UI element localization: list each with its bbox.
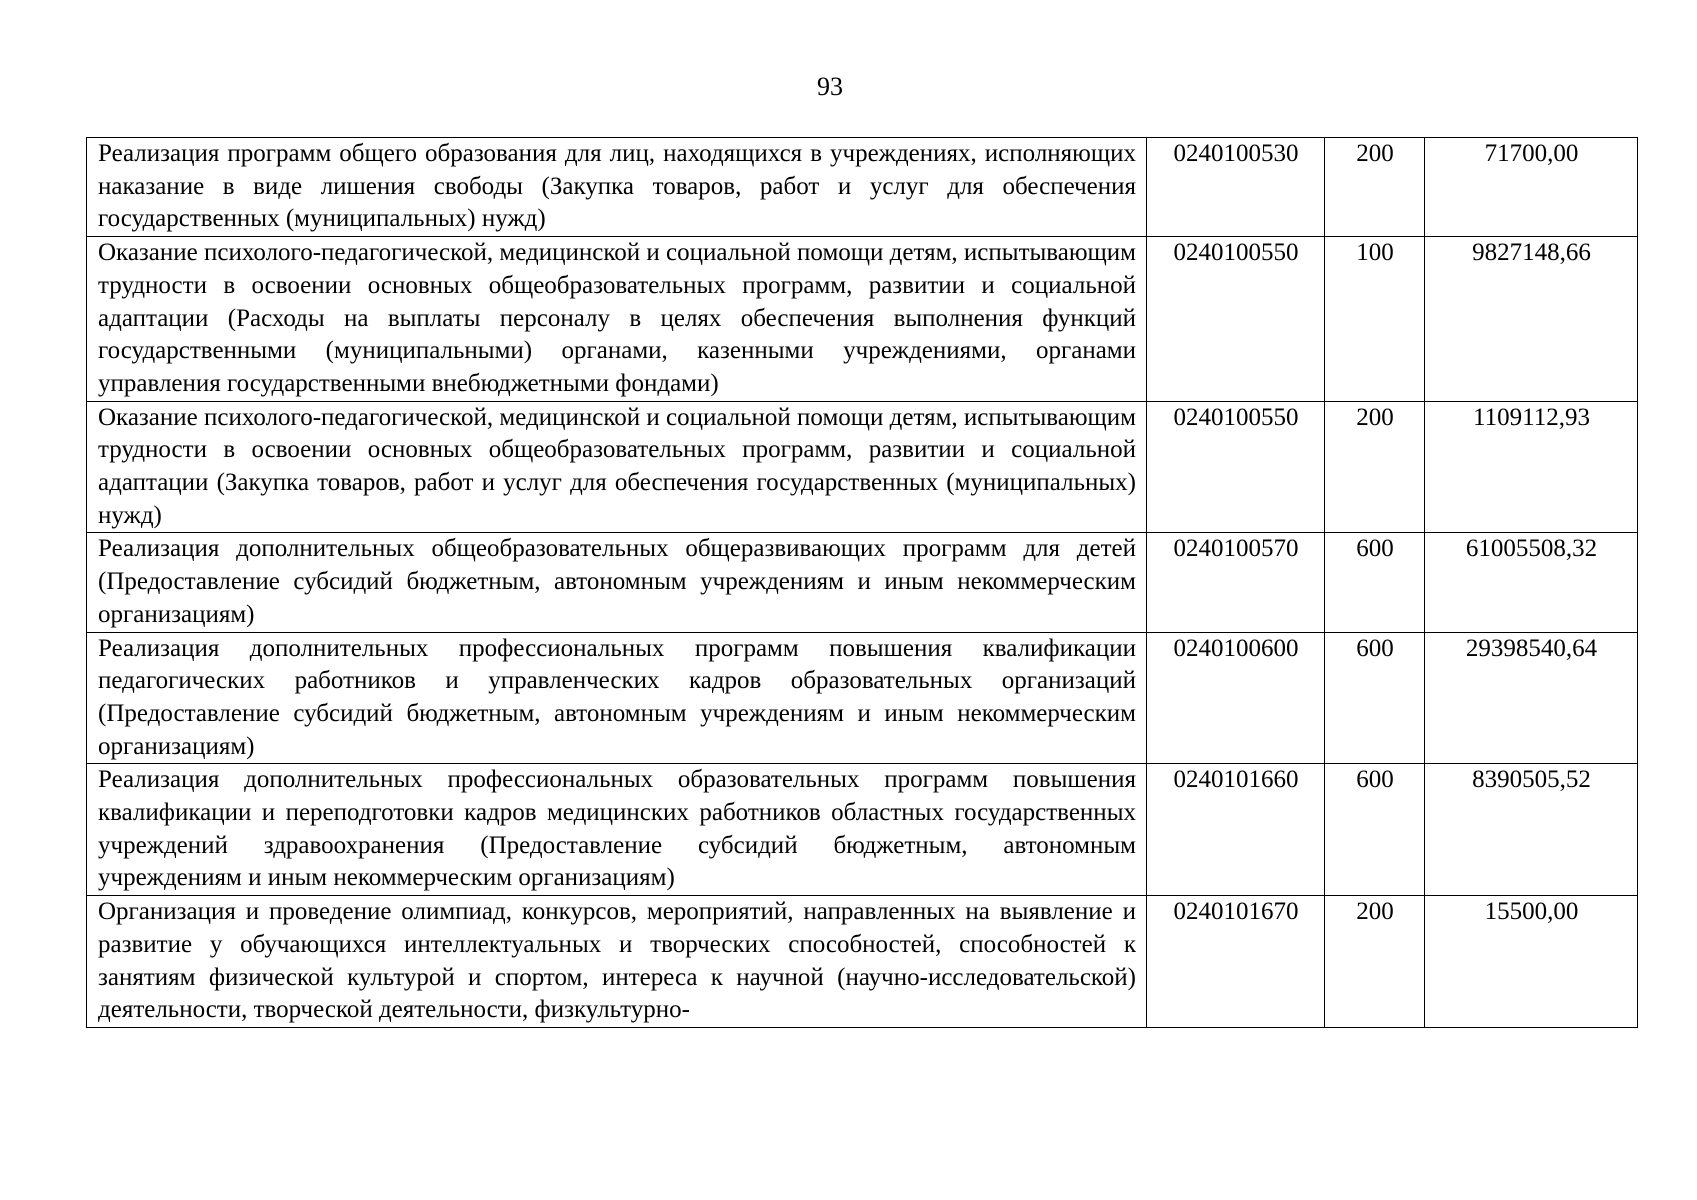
- expense-description: Организация и проведение олимпиад, конкурсов, мероприятий, направленных на выявление и развитие у обучающихся интеллектуальных и творческих способностей, способностей к занятиям физической культурой и спортом, интереса к научной (научно-исследовательской) деятельности, творческой деятельности, физкультурно-: [87, 896, 1147, 1028]
- expense-type-code: 200: [1325, 896, 1425, 1028]
- expense-type-code: 200: [1325, 138, 1425, 237]
- target-article-code: 0240100530: [1147, 138, 1325, 237]
- table-row: [87, 896, 1638, 1028]
- expense-description: Оказание психолого-педагогической, медицинской и социальной помощи детям, испытывающим трудности в освоении основных общеобразовательных программ, развитии и социальной адаптации (Закупка товаров, работ и услуг для обеспечения государственных (муниципальных) нужд): [87, 401, 1147, 533]
- amount: 8390505,52: [1425, 764, 1638, 896]
- amount: 29398540,64: [1425, 632, 1638, 764]
- target-article-code: 0240100550: [1147, 401, 1325, 533]
- table-row: [87, 764, 1638, 896]
- table-row: [87, 237, 1638, 402]
- target-article-code: 0240101670: [1147, 896, 1325, 1028]
- target-article-code: 0240100600: [1147, 632, 1325, 764]
- expense-type-code: 600: [1325, 533, 1425, 632]
- budget-table: [86, 137, 1638, 1028]
- amount: 61005508,32: [1425, 533, 1638, 632]
- target-article-code: 0240100570: [1147, 533, 1325, 632]
- amount: 9827148,66: [1425, 237, 1638, 402]
- table-row: [87, 632, 1638, 764]
- expense-description: Реализация программ общего образования для лиц, находящихся в учреждениях, исполняющих наказание в виде лишения свободы (Закупка товаров, работ и услуг для обеспечения государственных (муниципальных) нужд): [87, 138, 1147, 237]
- table-row: [87, 138, 1638, 237]
- expense-type-code: 200: [1325, 401, 1425, 533]
- expense-type-code: 100: [1325, 237, 1425, 402]
- expense-description: Оказание психолого-педагогической, медицинской и социальной помощи детям, испытывающим трудности в освоении основных общеобразовательных программ, развитии и социальной адаптации (Расходы на выплаты персоналу в целях обеспечения выполнения функций государственными (муниципальными) органами, казенными учреждениями, органами управления государственными внебюджетными фондами): [87, 237, 1147, 402]
- table-row: [87, 533, 1638, 632]
- target-article-code: 0240101660: [1147, 764, 1325, 896]
- amount: 15500,00: [1425, 896, 1638, 1028]
- expense-description: Реализация дополнительных профессиональных образовательных программ повышения квалификации и переподготовки кадров медицинских работников областных государственных учреждений здравоохранения (Предоставление субсидий бюджетным, автономным учреждениям и иным некоммерческим организациям): [87, 764, 1147, 896]
- amount: 71700,00: [1425, 138, 1638, 237]
- expense-description: Реализация дополнительных общеобразовательных общеразвивающих программ для детей (Предоставление субсидий бюджетным, автономным учреждениям и иным некоммерческим организациям): [87, 533, 1147, 632]
- page-number: 93: [817, 72, 843, 101]
- target-article-code: 0240100550: [1147, 237, 1325, 402]
- expense-description: Реализация дополнительных профессиональных программ повышения квалификации педагогических работников и управленческих кадров образовательных организаций (Предоставление субсидий бюджетным, автономным учреждениям и иным некоммерческим организациям): [87, 632, 1147, 764]
- expense-type-code: 600: [1325, 632, 1425, 764]
- table-row: [87, 401, 1638, 533]
- expense-type-code: 600: [1325, 764, 1425, 896]
- amount: 1109112,93: [1425, 401, 1638, 533]
